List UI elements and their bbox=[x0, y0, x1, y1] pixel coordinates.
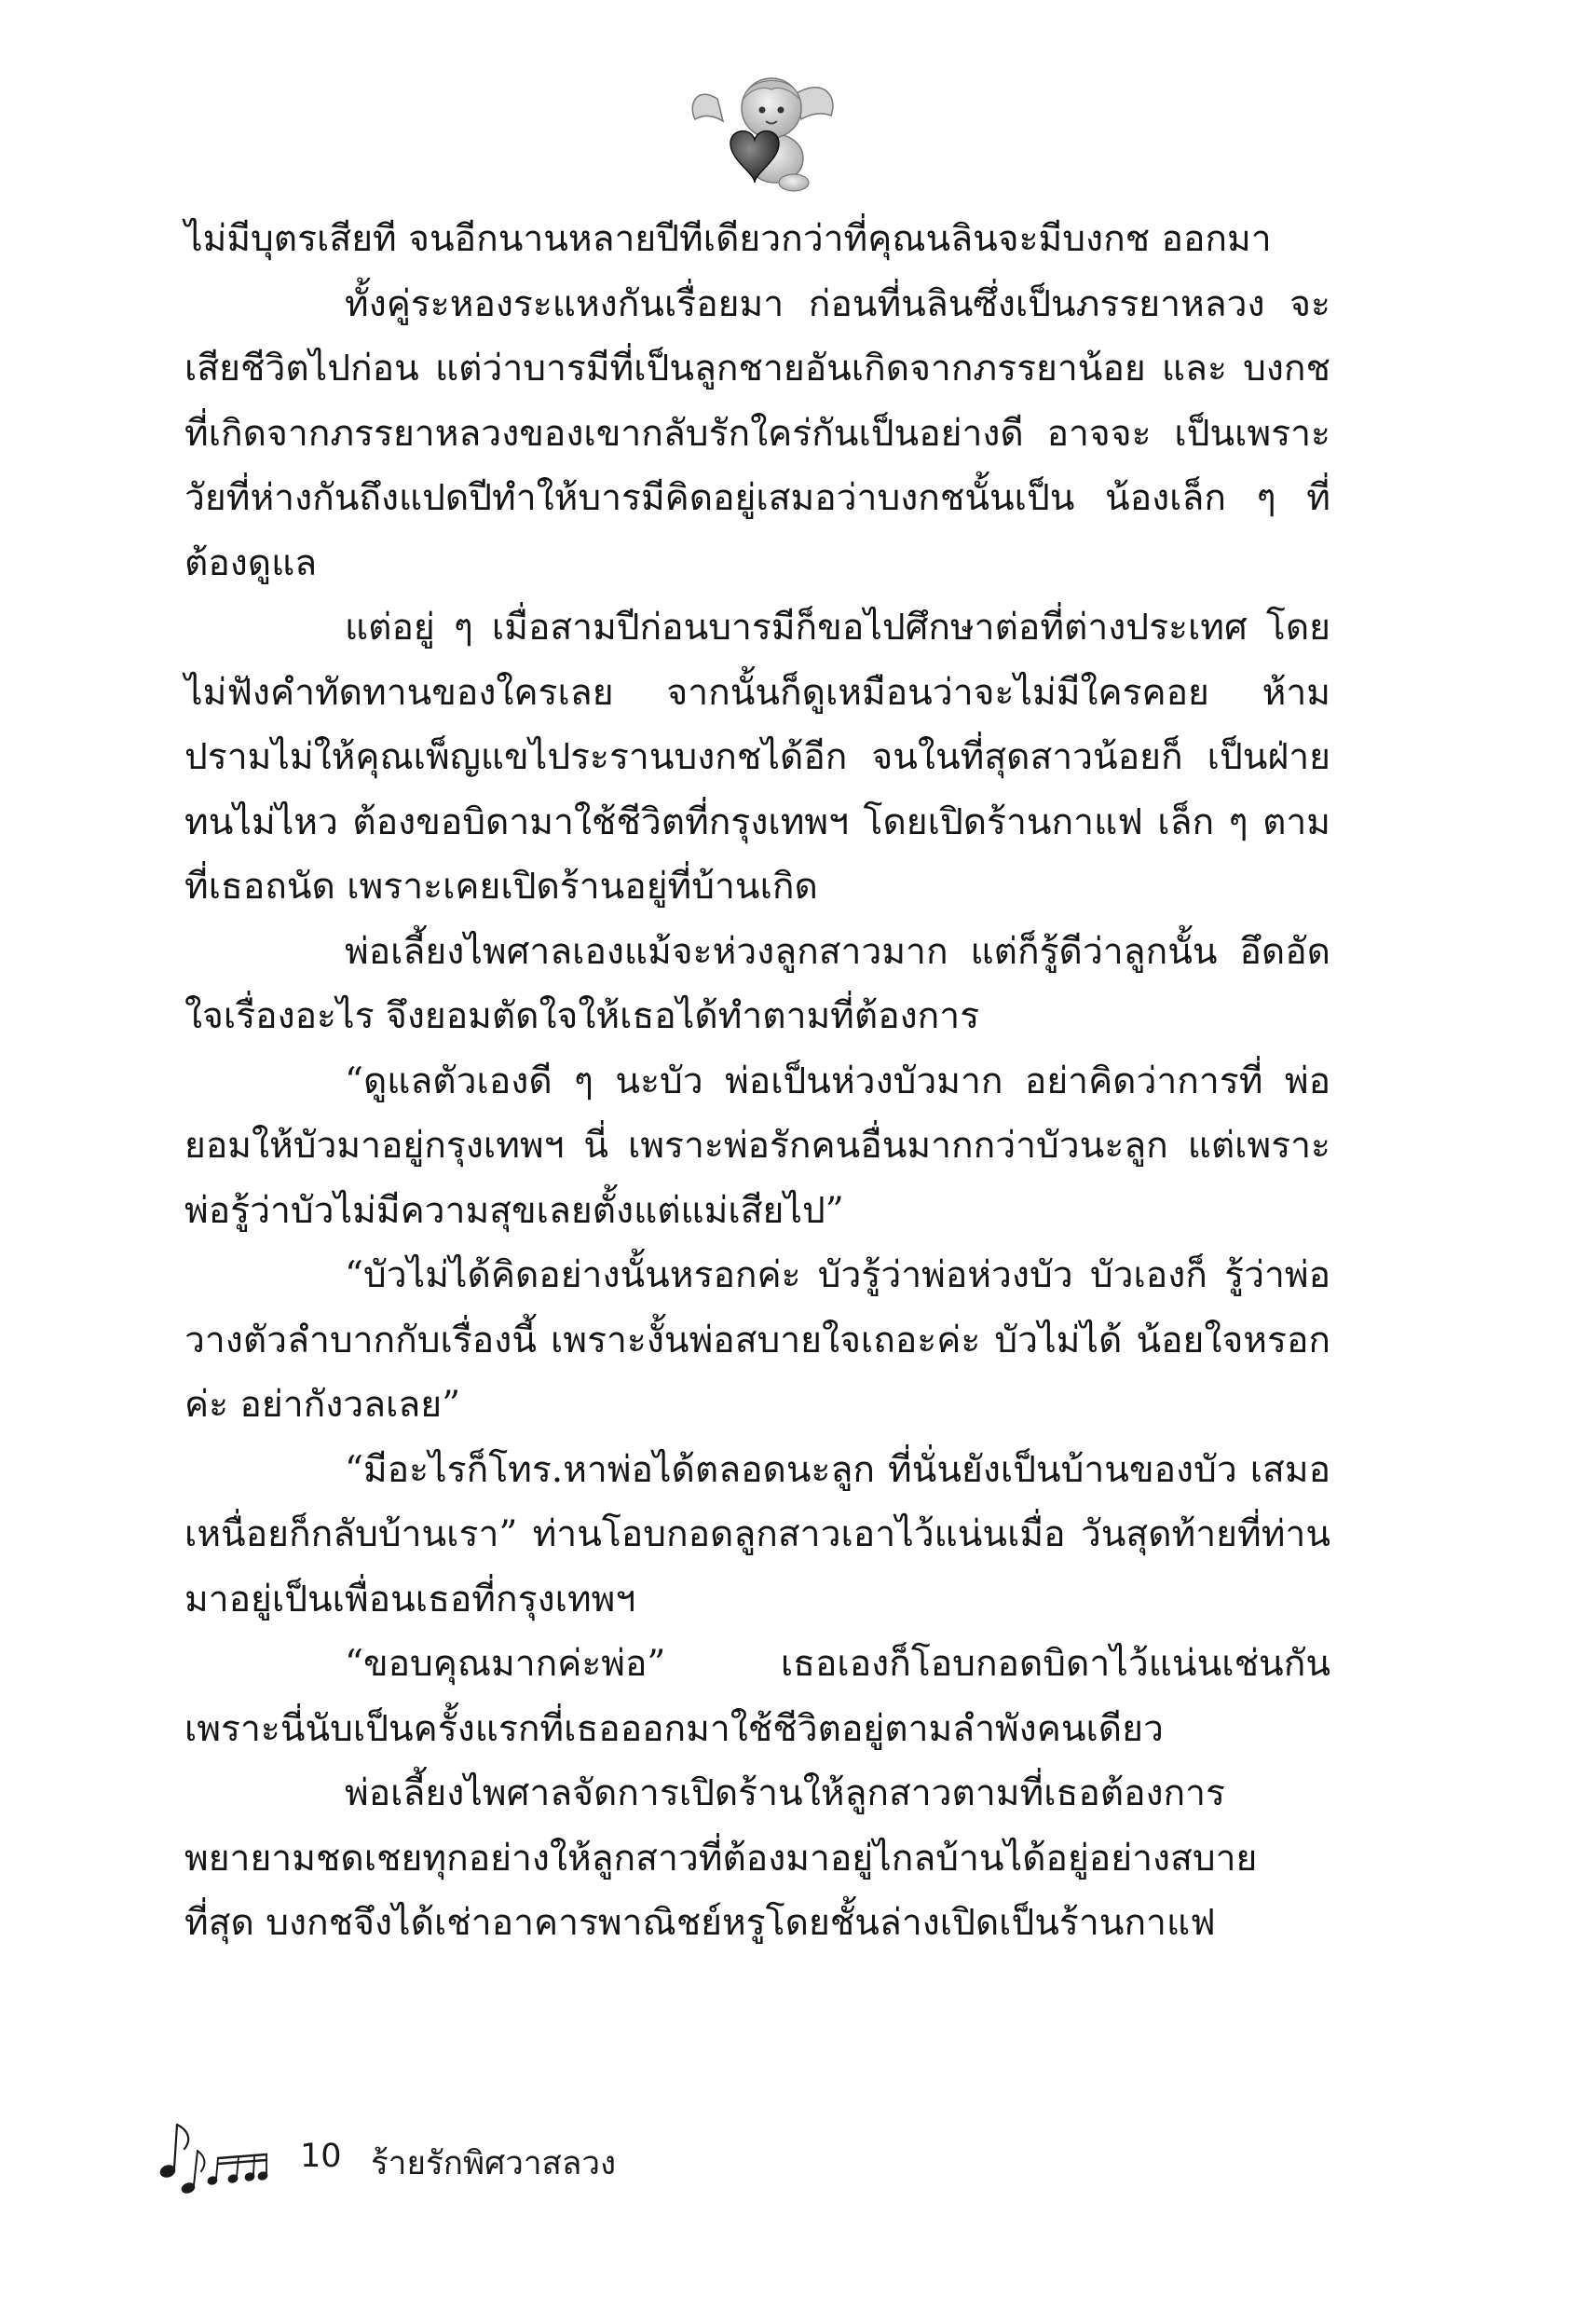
page-number: 10 bbox=[300, 2138, 342, 2175]
paragraph-2: ทั้งคู่ระหองระแหงกันเรื่อยมา ก่อนที่นลินซึ่งเป็นภรรยาหลวง จะเสียชีวิตไปก่อน แต่ว่าบารมีที่เป็นลูกชายอันเกิดจากภรรยาน้อย และ บงกชที่เกิดจากภรรยาหลวงของเขากลับรักใคร่กันเป็นอย่างดี อาจจะ เป็นเพราะวัยที่ห่างกันถึงแปดปีทำให้บารมีคิดอยู่เสมอว่าบงกชนั้นเป็น น้องเล็ก ๆ ที่ต้องดูแล bbox=[184, 282, 1330, 584]
paragraph-9: พ่อเลี้ยงไพศาลจัดการเปิดร้านให้ลูกสาวตามที่เธอต้องการ พยายามชดเชยทุกอย่างให้ลูกสาวที่ต้องมาอยู่ไกลบ้านได้อยู่อย่างสบาย ที่สุด บงกชจึงได้เช่าอาคารพาณิชย์หรูโดยชั้นล่างเปิดเป็นร้านกาแฟ bbox=[184, 1772, 1258, 1944]
paragraph-8: “ขอบคุณมากค่ะพ่อ” เธอเองก็โอบกอดบิดาไว้แน่นเช่นกัน เพราะนี่นับเป็นครั้งแรกที่เธอออกมาใช้ชีวิตอยู่ตามลำพังคนเดียว bbox=[184, 1643, 1330, 1750]
cupid-with-heart-icon bbox=[682, 58, 840, 198]
paragraph-3: แต่อยู่ ๆ เมื่อสามปีก่อนบารมีก็ขอไปศึกษาต่อที่ต่างประเทศ โดยไม่ฟังคำทัดทานของใครเลย จากนั้นก็ดูเหมือนว่าจะไม่มีใครคอย ห้ามปรามไม่ให้คุณเพ็ญแขไประรานบงกชได้อีก จนในที่สุดสาวน้อยก็ เป็นฝ่ายทนไม่ไหว ต้องขอบิดามาใช้ชีวิตที่กรุงเทพฯ โดยเปิดร้านกาแฟ เล็ก ๆ ตามที่เธอถนัด เพราะเคยเปิดร้านอยู่ที่บ้านเกิด bbox=[184, 607, 1330, 908]
book-title: ร้ายรักพิศวาสลวง bbox=[371, 2145, 617, 2182]
music-notes-icon bbox=[157, 2117, 278, 2201]
chapter-body-text bbox=[184, 207, 1330, 1956]
page-footer bbox=[157, 2117, 809, 2201]
paragraph-5: “ดูแลตัวเองดี ๆ นะบัว พ่อเป็นห่วงบัวมาก อย่าคิดว่าการที่ พ่อยอมให้บัวมาอยู่กรุงเทพฯ นี่ เพราะพ่อรักคนอื่นมากกว่าบัวนะลูก แต่เพราะพ่อรู้ว่าบัวไม่มีความสุขเลยตั้งแต่แม่เสียไป” bbox=[184, 1060, 1330, 1232]
paragraph-1: ไม่มีบุตรเสียที จนอีกนานหลายปีทีเดียวกว่าที่คุณนลินจะมีบงกช ออกมา bbox=[184, 218, 1272, 260]
paragraph-6: “บัวไม่ได้คิดอย่างนั้นหรอกค่ะ บัวรู้ว่าพ่อห่วงบัว บัวเองก็ รู้ว่าพ่อวางตัวลำบากกับเรื่องนี้ เพราะงั้นพ่อสบายใจเถอะค่ะ บัวไม่ได้ น้อยใจหรอกค่ะ อย่ากังวลเลย” bbox=[184, 1254, 1330, 1426]
paragraph-7: “มีอะไรก็โทร.หาพ่อได้ตลอดนะลูก ที่นั่นยังเป็นบ้านของบัว เสมอ เหนื่อยก็กลับบ้านเรา” ท่านโอบกอดลูกสาวเอาไว้แน่นเมื่อ วันสุดท้ายที่ท่านมาอยู่เป็นเพื่อนเธอที่กรุงเทพฯ bbox=[184, 1448, 1330, 1620]
paragraph-4: พ่อเลี้ยงไพศาลเองแม้จะห่วงลูกสาวมาก แต่ก็รู้ดีว่าลูกนั้น อึดอัดใจเรื่องอะไร จึงยอมตัดใจให้เธอได้ทำตามที่ต้องการ bbox=[184, 930, 1330, 1037]
